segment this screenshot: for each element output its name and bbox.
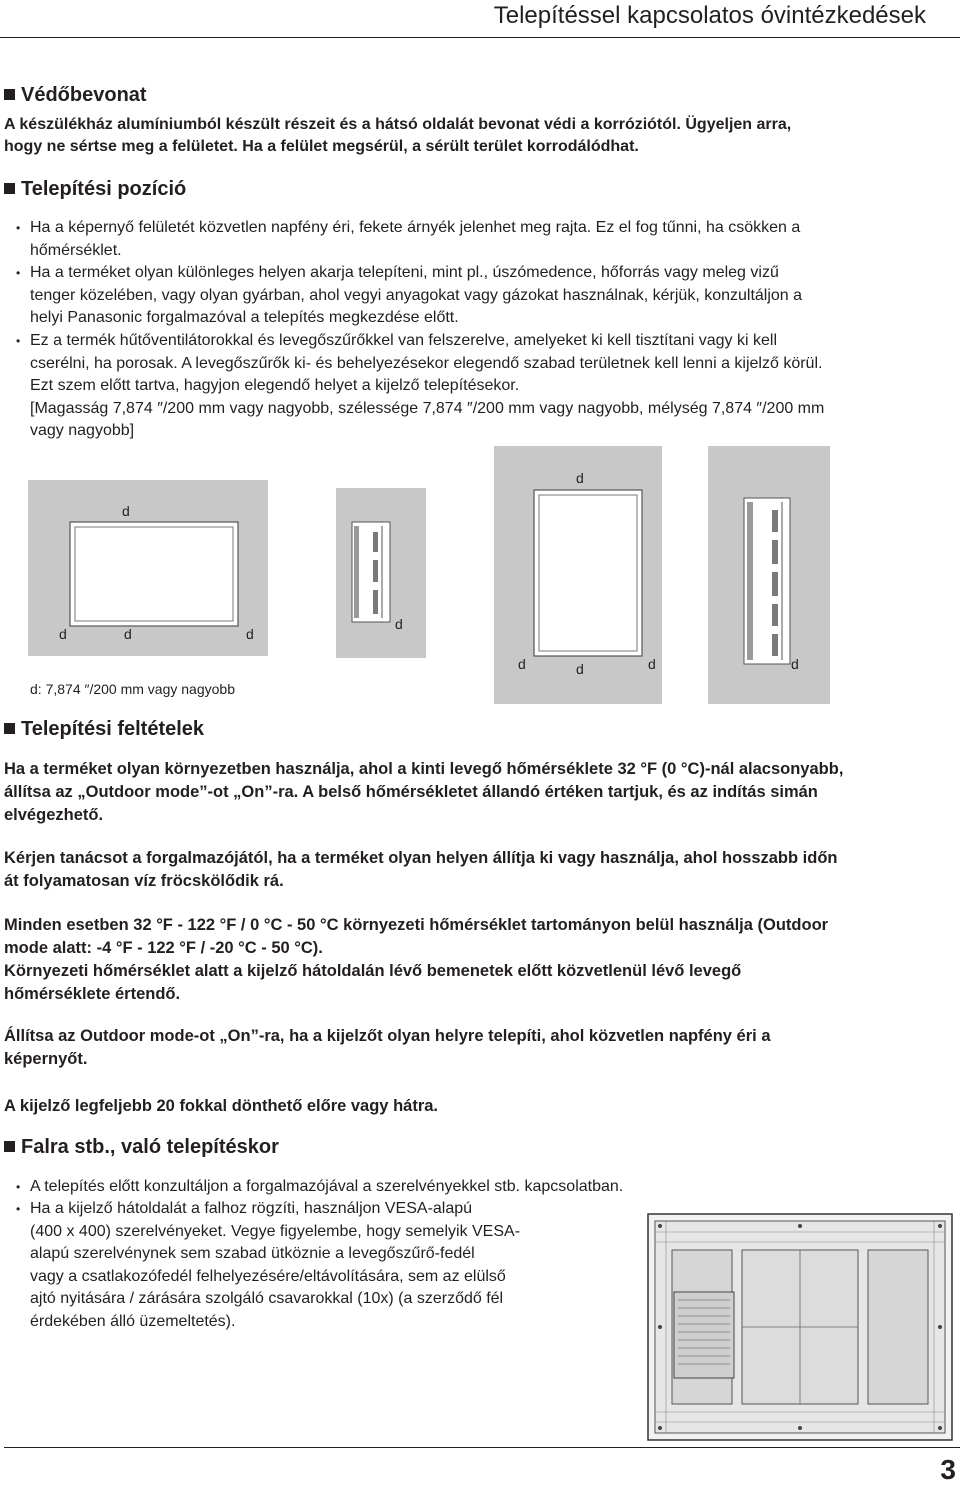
text-line: ajtó nyitására / zárására szolgáló csavarokkal (10x) (a szerződő fél xyxy=(30,1290,504,1307)
landscape-side-diagram xyxy=(336,488,426,658)
section-title: Falra stb., való telepítéskor xyxy=(21,1136,279,1158)
text-line: vagy a csatlakozófedél felhelyezésére/eltávolítására, sem az elülső xyxy=(30,1267,506,1285)
coating-paragraph xyxy=(4,114,791,158)
clearance-label: d xyxy=(246,626,254,642)
text-line: képernyőt. xyxy=(4,1050,88,1068)
clearance-label: d xyxy=(124,626,132,642)
text-line: át folyamatosan víz fröcsköl​ődik rá. xyxy=(4,872,284,890)
text-line: állítsa az „Outdoor mode”-ot „On”-ra. A belső hőmérsékletet állandó értéken tartjuk, és az indítás simán xyxy=(4,783,818,801)
bullet-item xyxy=(16,1198,520,1333)
text-line: helyi Panasonic forgalmazóval a telepítés megkezdése előtt. xyxy=(30,309,459,326)
clearance-label: d xyxy=(518,656,526,672)
text-line: Ha a terméket olyan különleges helyen akarja telepíteni, mint pl., úszómedence, hőforrás vagy meleg vizű xyxy=(30,264,779,281)
text-line: [Magasság 7,874 ″/200 mm vagy nagyobb, szélessége 7,874 ″/200 mm vagy nagyobb, mélység 7,874 ″/200 mm xyxy=(30,399,825,417)
text-line: A telepítés előtt konzultáljon a forgalmazójával a szerelvényekkel stb. kapcsolatban. xyxy=(30,1178,624,1195)
bullet-item xyxy=(16,330,824,443)
conditions-paragraph xyxy=(4,1025,771,1071)
clearance-label: d xyxy=(122,503,130,519)
conditions-paragraph xyxy=(4,758,843,827)
clearance-label: d xyxy=(395,616,403,632)
section-title: Telepítési pozíció xyxy=(21,178,187,200)
bullet-item xyxy=(16,262,802,330)
page-title: Telepítéssel kapcsolatos óvintézkedések xyxy=(493,2,926,29)
bullet-item xyxy=(16,217,800,262)
text-line: Ha a kijelző hátoldalát a falhoz rögzíti, használjon VESA-alapú xyxy=(30,1200,473,1217)
text-line: Ha a képernyő felületét közvetlen napfény éri, fekete árnyék jelenhet meg rajta. Ez el fog tűnni, ha csökken a xyxy=(30,219,801,236)
section-heading-conditions xyxy=(4,718,204,741)
text-line: A készülékház alumíniumból készült részeit és a hátsó oldalát bevonat védi a korróziótól. Ügyeljen arra, xyxy=(4,116,792,133)
section-heading-position xyxy=(4,178,186,201)
bullet-dot-icon: • xyxy=(16,1180,21,1194)
header-rule xyxy=(0,37,960,38)
square-bullet-icon xyxy=(4,89,15,100)
section-heading-wall xyxy=(4,1136,279,1159)
text-line: hogy ne sértse meg a felületet. Ha a felület megsérül, a sérült terület korrodálódhat. xyxy=(4,138,639,155)
text-line: Ha a terméket olyan környezetben használja, ahol a kinti levegő hőmérséklete 32 °F (0 °C)-nál alacsonyabb, xyxy=(4,760,844,778)
bullet-dot-icon: • xyxy=(16,266,21,280)
conditions-paragraph xyxy=(4,914,828,1006)
text-line: vagy nagyobb] xyxy=(30,422,135,439)
clearance-label: d xyxy=(576,661,584,677)
text-line: Minden esetben 32 °F - 122 °F / 0 °C - 50 °C környezeti hőmérséklet tartományon belül használja (Outdoor xyxy=(4,916,829,934)
conditions-paragraph xyxy=(4,1095,438,1118)
section-title: Védőbevonat xyxy=(21,84,147,106)
clearance-label: d xyxy=(648,656,656,672)
square-bullet-icon xyxy=(4,1141,15,1152)
text-line: mode alatt: -4 °F - 122 °F / -20 °C - 50 °C). xyxy=(4,939,323,957)
text-line: Kérjen tanácsot a forgalmazójától, ha a terméket olyan helyen állítja ki vagy használja, ahol hosszabb időn xyxy=(4,849,838,867)
text-line: hőmérséklet. xyxy=(30,241,122,259)
text-line: A kijelző legfeljebb 20 fokkal dönthető előre vagy hátra. xyxy=(4,1097,439,1115)
section-heading-coating xyxy=(4,84,147,107)
square-bullet-icon xyxy=(4,723,15,734)
bullet-dot-icon: • xyxy=(16,221,21,235)
text-line: Állítsa az Outdoor mode-ot „On”-ra, ha a kijelzőt olyan helyre telepíti, ahol közvetlen napfény éri a xyxy=(4,1027,771,1045)
text-line: hőmérséklete értendő. xyxy=(4,985,181,1003)
footer-rule xyxy=(4,1447,960,1448)
bullet-dot-icon: • xyxy=(16,1202,21,1216)
text-line: Környezeti hőmérséklet alatt a kijelző hátoldalán lévő bemenetek előtt közvetlenül lévő levegő xyxy=(4,962,742,980)
clearance-label: d xyxy=(59,626,67,642)
clearance-legend: d: 7,874 ″/200 mm vagy nagyobb xyxy=(30,681,235,697)
bullet-item xyxy=(16,1176,623,1199)
text-line: tenger közelében, vagy olyan gyárban, ahol vegyi anyagokat vagy gázokat használnak, kérjük, konzultáljon a xyxy=(30,286,803,304)
portrait-side-diagram xyxy=(708,446,830,704)
clearance-label: d xyxy=(791,656,799,672)
page-number: 3 xyxy=(940,1454,956,1485)
text-line: elvégezhető. xyxy=(4,806,104,824)
conditions-paragraph xyxy=(4,847,838,893)
text-line: Ezt szem előtt tartva, hagyjon elegendő helyet a kijelző telepítésekor. xyxy=(30,377,520,394)
text-line: Ez a termék hűtőventilátorokkal és levegőszűrőkkel van felszerelve, amelyeket ki kell tisztítani vagy ki kell xyxy=(30,332,777,349)
text-line: érdekében álló üzemeltetés). xyxy=(30,1312,236,1330)
text-line: alapú szerelvénynek sem szabad ütköznie a levegőszűrő-fedél xyxy=(30,1245,475,1262)
section-title: Telepítési feltételek xyxy=(21,718,205,740)
clearance-label: d xyxy=(576,470,584,486)
text-line: (400 x 400) szerelvényeket. Vegye figyelembe, hogy semelyik VESA- xyxy=(30,1222,521,1240)
bullet-dot-icon: • xyxy=(16,334,21,348)
rear-panel-illustration xyxy=(646,1212,954,1444)
text-line: cserélni, ha porosak. A levegőszűrők ki- és behelyezésekor elegendő szabad területnek kell lenni a kijelző körül. xyxy=(30,354,823,372)
square-bullet-icon xyxy=(4,183,15,194)
